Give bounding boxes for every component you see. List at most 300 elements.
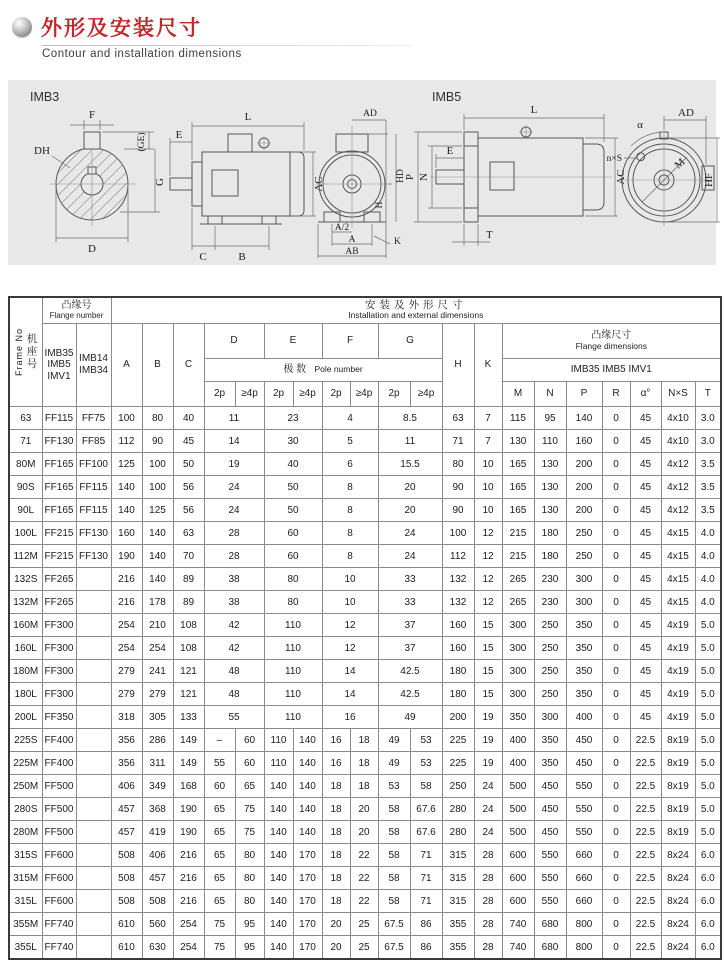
- table-cell: 130: [534, 499, 566, 522]
- table-cell: 140: [264, 844, 293, 867]
- table-cell: 419: [142, 821, 173, 844]
- table-cell: 12: [322, 637, 378, 660]
- table-cell: 65: [204, 821, 235, 844]
- table-cell: 8: [322, 499, 378, 522]
- dim-label: A/2: [334, 223, 350, 233]
- table-cell: 20: [378, 499, 442, 522]
- header-flange-dim-types: IMB35 IMB5 IMV1: [502, 359, 721, 382]
- table-cell: FF130: [76, 545, 111, 568]
- table-cell: 45: [630, 545, 661, 568]
- table-cell: 45: [630, 660, 661, 683]
- table-cell: 125: [111, 453, 142, 476]
- table-cell: 178: [142, 591, 173, 614]
- table-cell: 149: [173, 729, 204, 752]
- table-cell: 279: [111, 683, 142, 706]
- header-col-p: P: [566, 382, 602, 407]
- table-cell: 5.0: [695, 660, 721, 683]
- table-row: [9, 913, 721, 936]
- table-cell: FF500: [42, 775, 76, 798]
- table-cell: 550: [534, 844, 566, 867]
- table-cell: 180: [442, 660, 474, 683]
- table-cell: 0: [602, 522, 630, 545]
- table-cell: 18: [322, 798, 350, 821]
- table-cell: 180: [534, 545, 566, 568]
- table-cell: 45: [630, 614, 661, 637]
- dim-label: M: [672, 156, 688, 172]
- table-cell: 508: [111, 867, 142, 890]
- table-cell: 0: [602, 430, 630, 453]
- table-cell: 6.0: [695, 867, 721, 890]
- table-cell: 280M: [9, 821, 42, 844]
- dim-label: A: [348, 235, 356, 245]
- table-cell: FF265: [42, 568, 76, 591]
- table-cell: 115: [502, 407, 534, 430]
- table-cell: 100: [142, 453, 173, 476]
- table-cell: 0: [602, 706, 630, 729]
- table-cell: 8.5: [378, 407, 442, 430]
- table-cell: 300: [534, 706, 566, 729]
- header-col-d: D: [204, 323, 264, 359]
- table-cell: 45: [630, 637, 661, 660]
- table-cell: 740: [502, 936, 534, 960]
- table-cell: 560: [142, 913, 173, 936]
- table-cell: 95: [235, 936, 264, 960]
- header-flange-types-2: IMB14 IMB34: [76, 323, 111, 407]
- table-cell: 23: [264, 407, 322, 430]
- table-cell: 22.5: [630, 867, 661, 890]
- table-cell: 63: [173, 522, 204, 545]
- header-ge4p: ≥4p: [293, 382, 322, 407]
- table-cell: 5.0: [695, 775, 721, 798]
- header-col-nxs: N×S: [661, 382, 695, 407]
- header-2p: 2p: [378, 382, 410, 407]
- table-cell: [76, 775, 111, 798]
- table-row: [9, 499, 721, 522]
- table-cell: 0: [602, 683, 630, 706]
- table-cell: 508: [142, 890, 173, 913]
- table-cell: 165: [502, 476, 534, 499]
- table-cell: 28: [474, 867, 502, 890]
- table-cell: 680: [534, 913, 566, 936]
- table-cell: 315L: [9, 890, 42, 913]
- table-cell: –: [204, 729, 235, 752]
- table-row: [9, 821, 721, 844]
- table-cell: 10: [322, 591, 378, 614]
- table-cell: 216: [173, 844, 204, 867]
- header-2p: 2p: [322, 382, 350, 407]
- table-cell: 37: [378, 614, 442, 637]
- table-cell: FF400: [42, 729, 76, 752]
- table-cell: 90: [442, 476, 474, 499]
- table-cell: 18: [350, 729, 378, 752]
- table-cell: 65: [204, 798, 235, 821]
- table-cell: 8x24: [661, 936, 695, 960]
- table-cell: 610: [111, 936, 142, 960]
- table-cell: 132S: [9, 568, 42, 591]
- table-cell: 250: [534, 614, 566, 637]
- table-cell: 95: [235, 913, 264, 936]
- table-cell: 349: [142, 775, 173, 798]
- table-cell: FF115: [76, 476, 111, 499]
- dim-label: AD: [363, 109, 377, 119]
- table-cell: 108: [173, 637, 204, 660]
- table-cell: 11: [204, 407, 264, 430]
- table-cell: 4x15: [661, 591, 695, 614]
- table-cell: 33: [378, 591, 442, 614]
- table-cell: 5.0: [695, 821, 721, 844]
- table-cell: 225: [442, 752, 474, 775]
- dim-label: AD: [678, 107, 694, 119]
- header-col-a: A: [111, 323, 142, 407]
- table-cell: 42.5: [378, 683, 442, 706]
- header-col-alpha: α°: [630, 382, 661, 407]
- table-cell: 55: [204, 706, 264, 729]
- table-cell: 71: [9, 430, 42, 453]
- table-cell: 16: [322, 729, 350, 752]
- title-divider: [42, 45, 412, 46]
- table-cell: 53: [410, 729, 442, 752]
- table-cell: 63: [9, 407, 42, 430]
- table-cell: [76, 614, 111, 637]
- table-cell: 680: [534, 936, 566, 960]
- table-cell: 12: [322, 614, 378, 637]
- table-cell: 3.0: [695, 430, 721, 453]
- table-cell: 400: [502, 729, 534, 752]
- table-cell: FF100: [76, 453, 111, 476]
- table-cell: 58: [378, 798, 410, 821]
- table-cell: 4.0: [695, 522, 721, 545]
- dim-label: B: [238, 251, 246, 263]
- table-cell: 140: [293, 821, 322, 844]
- table-cell: 200L: [9, 706, 42, 729]
- table-cell: 250: [534, 637, 566, 660]
- header-flange-number: 凸缘号 Flange number: [42, 297, 111, 323]
- table-cell: FF500: [42, 821, 76, 844]
- table-cell: 18: [322, 775, 350, 798]
- table-cell: 355M: [9, 913, 42, 936]
- table-cell: 140: [142, 545, 173, 568]
- table-row: [9, 522, 721, 545]
- table-cell: 130: [534, 453, 566, 476]
- table-cell: 132M: [9, 591, 42, 614]
- table-cell: 350: [566, 614, 602, 637]
- table-cell: 740: [502, 913, 534, 936]
- table-cell: 0: [602, 729, 630, 752]
- table-cell: 168: [173, 775, 204, 798]
- table-cell: 42: [204, 614, 264, 637]
- table-cell: FF75: [76, 407, 111, 430]
- table-cell: 71: [410, 867, 442, 890]
- table-cell: 610: [111, 913, 142, 936]
- table-cell: 3.0: [695, 407, 721, 430]
- table-cell: [76, 798, 111, 821]
- table-cell: 216: [111, 568, 142, 591]
- table-cell: 10: [474, 476, 502, 499]
- table-cell: 8x19: [661, 798, 695, 821]
- table-cell: 254: [173, 936, 204, 960]
- table-cell: 37: [378, 637, 442, 660]
- table-cell: 0: [602, 499, 630, 522]
- table-cell: 28: [474, 913, 502, 936]
- table-cell: 450: [534, 798, 566, 821]
- page-subtitle: Contour and installation dimensions: [42, 48, 242, 60]
- table-cell: 254: [111, 614, 142, 637]
- table-cell: 190: [173, 821, 204, 844]
- table-cell: 18: [350, 775, 378, 798]
- table-cell: 89: [173, 591, 204, 614]
- table-cell: 18: [350, 752, 378, 775]
- table-row: [9, 545, 721, 568]
- table-cell: [76, 936, 111, 960]
- table-cell: 12: [474, 591, 502, 614]
- table-cell: 8x19: [661, 752, 695, 775]
- table-cell: 24: [204, 499, 264, 522]
- table-cell: 6.0: [695, 890, 721, 913]
- table-cell: 4x19: [661, 660, 695, 683]
- table-cell: 355L: [9, 936, 42, 960]
- table-cell: 350: [566, 683, 602, 706]
- table-cell: 140: [264, 798, 293, 821]
- table-row: [9, 453, 721, 476]
- table-cell: 8x24: [661, 890, 695, 913]
- table-cell: 230: [534, 591, 566, 614]
- table-cell: 5: [322, 430, 378, 453]
- table-cell: 550: [566, 775, 602, 798]
- table-cell: FF300: [42, 614, 76, 637]
- table-cell: 315S: [9, 844, 42, 867]
- table-cell: [76, 890, 111, 913]
- table-cell: 210: [142, 614, 173, 637]
- diagram-panel: [8, 80, 716, 265]
- table-cell: 7: [474, 430, 502, 453]
- header-col-n: N: [534, 382, 566, 407]
- table-cell: 215: [502, 545, 534, 568]
- dim-label: N: [418, 173, 430, 181]
- table-row: [9, 407, 721, 430]
- table-cell: 140: [264, 867, 293, 890]
- table-cell: 0: [602, 775, 630, 798]
- table-cell: 216: [111, 591, 142, 614]
- table-cell: 25: [350, 913, 378, 936]
- table-cell: 4x19: [661, 706, 695, 729]
- table-cell: 4x10: [661, 430, 695, 453]
- table-cell: 55: [204, 752, 235, 775]
- table-cell: 70: [173, 545, 204, 568]
- table-cell: 90S: [9, 476, 42, 499]
- table-cell: 71: [410, 844, 442, 867]
- table-cell: 130: [502, 430, 534, 453]
- table-cell: 350: [534, 729, 566, 752]
- table-cell: 160M: [9, 614, 42, 637]
- table-cell: 42: [204, 637, 264, 660]
- header-col-b: B: [142, 323, 173, 407]
- table-cell: 45: [630, 407, 661, 430]
- dim-label: HD: [396, 169, 406, 183]
- table-cell: 56: [173, 476, 204, 499]
- table-cell: 170: [293, 913, 322, 936]
- table-cell: 660: [566, 890, 602, 913]
- table-cell: 22.5: [630, 798, 661, 821]
- table-cell: 110: [264, 752, 293, 775]
- frame-no-en: Frame No: [14, 327, 25, 376]
- table-cell: 45: [630, 706, 661, 729]
- imb3-label: IMB3: [30, 90, 60, 104]
- table-cell: 20: [322, 936, 350, 960]
- table-cell: 170: [293, 867, 322, 890]
- table-cell: 67.5: [378, 936, 410, 960]
- table-cell: 0: [602, 476, 630, 499]
- table-cell: 4x12: [661, 453, 695, 476]
- table-cell: 14: [204, 430, 264, 453]
- table-cell: 5.0: [695, 637, 721, 660]
- table-cell: 450: [566, 752, 602, 775]
- table-cell: [76, 660, 111, 683]
- table-cell: 170: [293, 844, 322, 867]
- table-cell: 133: [173, 706, 204, 729]
- table-cell: 58: [378, 890, 410, 913]
- table-cell: 250M: [9, 775, 42, 798]
- header-frame-no: [9, 297, 42, 407]
- dim-label: AC: [615, 169, 627, 185]
- table-cell: 3.5: [695, 453, 721, 476]
- table-cell: 265: [502, 591, 534, 614]
- table-row: [9, 476, 721, 499]
- table-cell: 279: [111, 660, 142, 683]
- table-row: [9, 798, 721, 821]
- table-cell: 500: [502, 821, 534, 844]
- table-cell: 75: [235, 821, 264, 844]
- table-cell: 50: [264, 499, 322, 522]
- table-cell: 15: [474, 637, 502, 660]
- table-cell: 38: [204, 568, 264, 591]
- table-cell: 550: [566, 798, 602, 821]
- table-cell: 215: [502, 522, 534, 545]
- table-cell: 10: [474, 453, 502, 476]
- table-cell: 14: [322, 660, 378, 683]
- header-flange-types-1: IMB35 IMB5 IMV1: [42, 323, 76, 407]
- table-row: [9, 729, 721, 752]
- table-cell: 112: [442, 545, 474, 568]
- table-cell: 30: [264, 430, 322, 453]
- table-cell: 15: [474, 614, 502, 637]
- table-cell: 53: [378, 775, 410, 798]
- table-cell: 280: [442, 798, 474, 821]
- table-cell: 300: [502, 683, 534, 706]
- table-cell: 132: [442, 591, 474, 614]
- table-cell: 60: [235, 729, 264, 752]
- table-cell: 121: [173, 660, 204, 683]
- table-cell: 22.5: [630, 775, 661, 798]
- table-cell: FF300: [42, 660, 76, 683]
- table-cell: 160: [111, 522, 142, 545]
- table-cell: 5.0: [695, 729, 721, 752]
- table-cell: 89: [173, 568, 204, 591]
- table-cell: 20: [378, 476, 442, 499]
- table-cell: 550: [566, 821, 602, 844]
- table-cell: 15: [474, 683, 502, 706]
- table-cell: 22.5: [630, 752, 661, 775]
- table-cell: 10: [474, 499, 502, 522]
- table-cell: 180M: [9, 660, 42, 683]
- table-cell: 15.5: [378, 453, 442, 476]
- table-cell: 0: [602, 637, 630, 660]
- table-cell: 48: [204, 660, 264, 683]
- table-cell: 4x19: [661, 637, 695, 660]
- table-cell: 25: [350, 936, 378, 960]
- table-cell: 4x10: [661, 407, 695, 430]
- table-cell: 8x19: [661, 821, 695, 844]
- header-flange-dimensions: 凸缘尺寸 Flange dimensions: [502, 323, 721, 359]
- table-cell: 0: [602, 453, 630, 476]
- table-row: [9, 844, 721, 867]
- table-cell: 165: [502, 453, 534, 476]
- header-col-m: M: [502, 382, 534, 407]
- table-cell: 450: [534, 821, 566, 844]
- table-cell: 200: [566, 476, 602, 499]
- table-cell: 90: [442, 499, 474, 522]
- table-cell: 22.5: [630, 913, 661, 936]
- table-cell: 800: [566, 936, 602, 960]
- dim-label: E: [175, 129, 183, 141]
- table-cell: 355: [442, 913, 474, 936]
- table-cell: 110: [264, 614, 322, 637]
- table-cell: 18: [322, 890, 350, 913]
- table-cell: 22.5: [630, 821, 661, 844]
- table-cell: 95: [534, 407, 566, 430]
- table-cell: 60: [235, 752, 264, 775]
- table-cell: 4: [322, 407, 378, 430]
- table-cell: 24: [378, 522, 442, 545]
- table-cell: 315M: [9, 867, 42, 890]
- table-cell: 4.0: [695, 545, 721, 568]
- table-cell: 254: [173, 913, 204, 936]
- table-row: [9, 775, 721, 798]
- table-cell: 48: [204, 683, 264, 706]
- dim-label: G: [154, 178, 166, 186]
- table-cell: 280S: [9, 798, 42, 821]
- table-cell: 0: [602, 407, 630, 430]
- table-cell: 140: [142, 568, 173, 591]
- table-cell: 5.0: [695, 706, 721, 729]
- header-col-r: R: [602, 382, 630, 407]
- table-cell: 5.0: [695, 752, 721, 775]
- table-cell: 140: [264, 913, 293, 936]
- header-col-g: G: [378, 323, 442, 359]
- bullet-sphere-icon: [12, 17, 32, 37]
- table-cell: 457: [142, 867, 173, 890]
- table-cell: FF600: [42, 890, 76, 913]
- table-row: [9, 591, 721, 614]
- table-cell: 53: [410, 752, 442, 775]
- table-row: [9, 568, 721, 591]
- dim-label: H: [375, 201, 385, 209]
- table-cell: FF600: [42, 844, 76, 867]
- table-cell: 65: [235, 775, 264, 798]
- table-cell: 24: [204, 476, 264, 499]
- imb3-drawing: [12, 104, 404, 264]
- table-cell: FF165: [42, 453, 76, 476]
- table-cell: 5.0: [695, 614, 721, 637]
- table-cell: FF400: [42, 752, 76, 775]
- table-cell: 28: [474, 890, 502, 913]
- table-cell: 45: [173, 430, 204, 453]
- table-cell: 80: [264, 591, 322, 614]
- header-ge4p: ≥4p: [350, 382, 378, 407]
- table-cell: 24: [474, 821, 502, 844]
- table-cell: 250: [534, 660, 566, 683]
- table-cell: 356: [111, 752, 142, 775]
- table-cell: 600: [502, 844, 534, 867]
